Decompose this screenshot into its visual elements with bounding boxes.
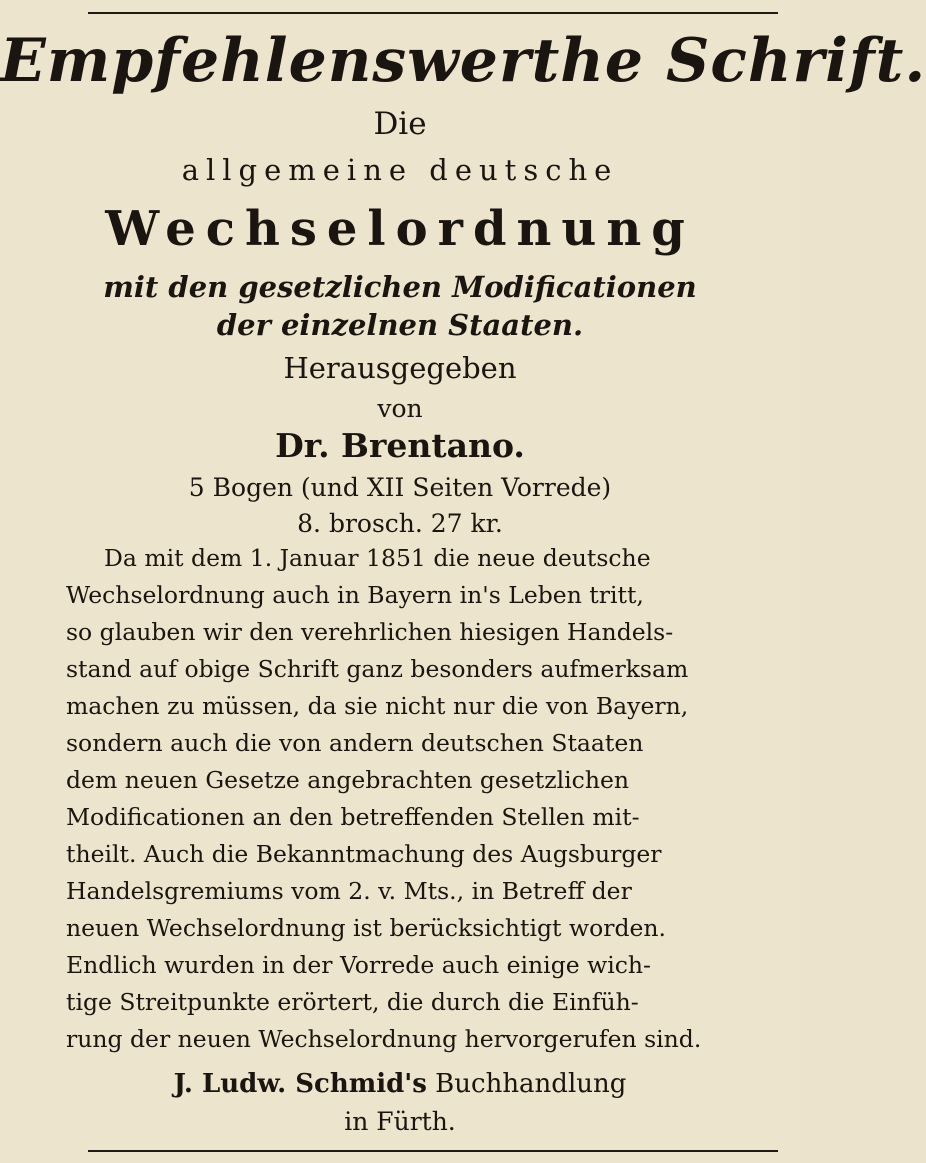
author-name: Dr. Brentano.	[275, 426, 525, 465]
body-line: Endlich wurden in der Vorrede auch einige wich-	[66, 951, 651, 979]
body-line: sondern auch die von andern deutschen Staaten	[66, 729, 644, 757]
body-line: machen zu müssen, da sie nicht nur die von Bayern,	[66, 692, 689, 720]
title-line-4: mit den gesetzlichen Modificationen	[103, 270, 697, 304]
body-line: so glauben wir den verehrlichen hiesigen Handels-	[66, 618, 674, 646]
publisher-line	[0, 1064, 800, 1104]
title-line-5: der einzelnen Staaten.	[216, 308, 584, 342]
publisher-name: J. Ludw. Schmid's	[173, 1069, 427, 1099]
body-line: theilt. Auch die Bekanntmachung des Augsburger	[66, 840, 662, 868]
body-line: neuen Wechselordnung ist berücksichtigt worden.	[66, 914, 667, 942]
body-text	[66, 540, 784, 1058]
editor-label: Herausgegeben	[283, 351, 517, 385]
body-line: rung der neuen Wechselordnung hervorgerufen sind.	[66, 1025, 702, 1053]
top-rule	[88, 12, 778, 14]
title-line-3: Wechselordnung	[105, 201, 695, 257]
title-line-2: allgemeine deutsche	[181, 153, 619, 187]
extent-info: 5 Bogen (und XII Seiten Vorrede)	[188, 473, 612, 502]
body-line: Wechselordnung auch in Bayern in's Leben tritt,	[66, 581, 644, 609]
publisher-place: in Fürth.	[344, 1107, 456, 1136]
body-line: tige Streitpunkte erörtert, die durch die Einfüh-	[66, 988, 639, 1016]
body-line: Modificationen an den betreffenden Stellen mit-	[66, 803, 640, 831]
body-line: Handelsgremiums vom 2. v. Mts., in Betreff der	[66, 877, 632, 905]
title-line-1: Die	[373, 106, 427, 142]
price-info: 8. brosch. 27 kr.	[297, 509, 503, 538]
body-line: dem neuen Gesetze angebrachten gesetzlichen	[66, 766, 629, 794]
body-line: Da mit dem 1. Januar 1851 die neue deutsche	[104, 544, 651, 572]
masthead: Empfehlenswerthe Schrift.	[0, 26, 926, 96]
by-label: von	[377, 394, 423, 423]
bottom-rule	[88, 1150, 778, 1152]
publisher-trade: Buchhandlung	[435, 1069, 627, 1099]
body-line: stand auf obige Schrift ganz besonders aufmerksam	[66, 655, 689, 683]
